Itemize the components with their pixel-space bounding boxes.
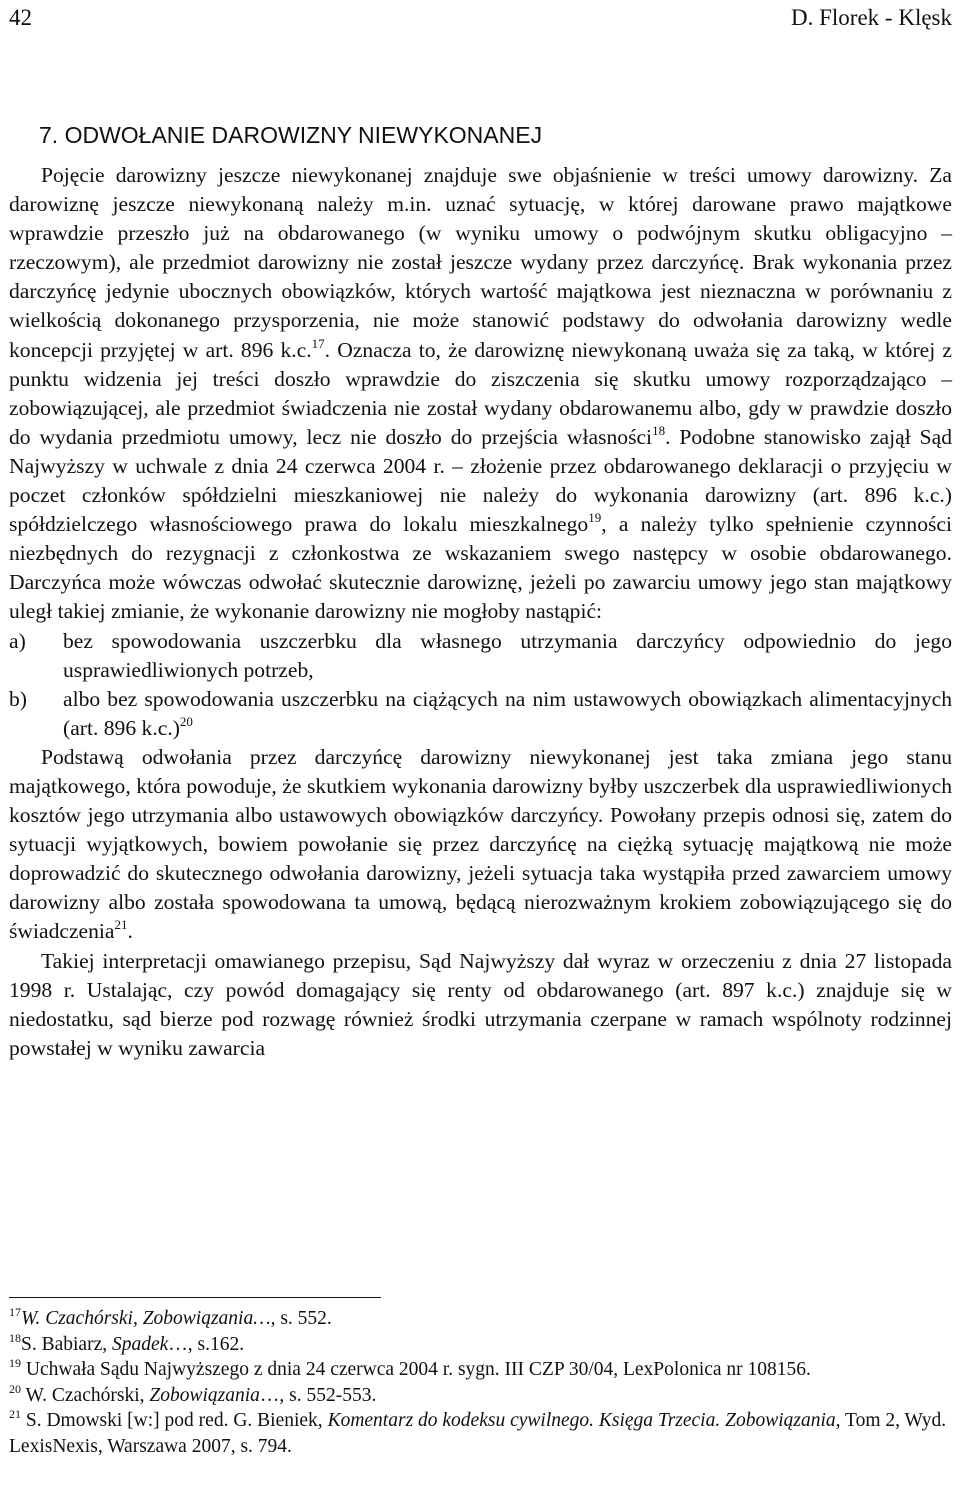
list-item-text: bez spowodowania uszczerbku dla własnego utrzymania darczyńcy odpowiednio do jego usprawiedliwionych potrzeb, (63, 628, 952, 682)
footnote-text: S. Dmowski [w:] pod red. G. Bieniek, (21, 1410, 328, 1431)
paragraph-2 (9, 743, 952, 947)
footnote-ref-20[interactable]: 20 (179, 713, 193, 729)
paragraph-1-part-a: Pojęcie darowizny jeszcze niewykonanej znajduje swe objaśnienie w treści umowy darowizny. Za darowiznę jeszcze niewykonaną należy m.in. uznać sytuację, w której darowane prawo majątkowe wprawdzie przeszło już na obdarowanego (w wyniku umowy o podwójnym skutku obligacyjno – rzeczowym), ale przedmiot darowizny nie został jeszcze wydany przez darczyńcę. Brak wykonania przez darczyńcę jedynie ubocznych obowiązków, których wartość majątkowa jest nieznaczna w porównaniu z wielkością dokonanego przysporzenia, nie może stanowić podstawy do odwołania darowizny wedle koncepcji przyjętej w art. 896 k.c. (9, 163, 952, 362)
page-header (9, 4, 952, 32)
footnote-number: 21 (9, 1407, 21, 1421)
paragraph-1 (9, 161, 952, 627)
footnote-text: Tom 2, Wyd. LexisNexis, Warszawa 2007, s. 794. (9, 1410, 947, 1457)
footnote-italic: Zobowiązania (149, 1384, 260, 1406)
running-title: D. Florek - Klęsk (791, 5, 952, 30)
list-item (9, 627, 952, 685)
footnote-ref-21[interactable]: 21 (114, 917, 128, 933)
footnotes (9, 1306, 952, 1459)
footnote-item (9, 1383, 952, 1409)
footnote-item (9, 1408, 952, 1459)
paragraph-1-part-c: . Podobne stanowisko zajął Sąd Najwyższy w uchwale z dnia 24 czerwca 2004 r. – złożenie przez obdarowanego deklaracji o przyjęciu w poczet członków spółdzielni mieszkaniowej nie należy do wykonania darowizny (art. 896 k.c.) spółdzielczego własnościowego prawa do lokalu mieszkalnego (9, 424, 952, 537)
list-item (9, 685, 952, 743)
footnote-item (9, 1332, 952, 1358)
footnote-ref-17[interactable]: 17 (311, 335, 325, 351)
footnote-text: Uchwała Sądu Najwyższego z dnia 24 czerwca 2004 r. sygn. III CZP 30/04, LexPolonica nr 108156. (21, 1359, 811, 1380)
footnote-text: S. Babiarz, (21, 1333, 112, 1355)
footnote-text: …, s.162. (168, 1333, 245, 1355)
footnote-number: 18 (9, 1330, 21, 1345)
paragraph-3: Takiej interpretacji omawianego przepisu, Sąd Najwyższy dał wyraz w orzeczeniu z dnia 27 listopada 1998 r. Ustalając, czy powód domagający się renty od obdarowanego (art. 897 k.c.) znajduje się w niedostatku, sąd bierze pod rozwagę również środki utrzymania czerpane w ramach wspólnoty rodzinnej powstałej w wyniku zawarcia (9, 948, 952, 1060)
footnote-ref-18[interactable]: 18 (652, 422, 666, 438)
footnote-italic: Komentarz do kodeksu cywilnego. Księga Trzecia. Zobowiązania, (327, 1410, 841, 1431)
footnote-text: s. 552. (275, 1308, 332, 1329)
footnote-divider (9, 1297, 381, 1298)
paragraph-1-part-b: . Oznacza to, że darowiznę niewykonaną uważa się za taką, w której z punktu widzenia jej treści doszło wprawdzie do ziszczenia się skutku umowy rozporządzająco – zobowiązującej, ale przedmiot świadczenia nie został wydany obdarowanemu albo, gdy w prawdzie doszło do wydania przedmiotu umowy, lecz nie doszło do przejścia własności (9, 337, 952, 449)
footnote-text: W. Czachórski, (21, 1384, 150, 1406)
footnote-text: …, s. 552-553. (259, 1384, 377, 1406)
list-marker: b) (9, 686, 27, 711)
footnote-number: 19 (9, 1356, 21, 1370)
footnote-ref-19[interactable]: 19 (588, 510, 602, 526)
paragraph-2-part-a: Podstawą odwołania przez darczyńcę darowizny niewykonanej jest taka zmiana jego stanu majątkowego, która powoduje, że skutkiem wykonania darowizny byłby uszczerbek dla usprawiedliwionych kosztów jego utrzymania albo ustawowych obowiązków darczyńcy. Powołany przepis odnosi się, zatem do sytuacji wyjątkowych, bowiem powołanie się przez darczyńcę na ciężką sytuację majątkową nie może doprowadzić do skutecznego odwołania darowizny, jeżeli sytuacja taka wystąpiła przed zawarciem umowy darowizny albo została spowodowana ta umową, będącą nierozważnym krokiem zobowiązującego się do świadczenia (9, 744, 952, 944)
footnote-item (9, 1306, 952, 1332)
footnote-number: 20 (9, 1381, 21, 1396)
list-marker: a) (9, 628, 26, 653)
footnote-italic: Spadek (111, 1333, 169, 1355)
footnote-number: 17 (9, 1305, 21, 1319)
paragraph-1-part-d: , a należy tylko spełnienie czynności niezbędnych do rezygnacji z członkostwa ze wskazaniem swego następcy w osobie obdarowanego. Darczyńca może wówczas odwołać skutecznie darowiznę, jeżeli po zawarciu umowy jego stan majątkowy uległ takiej zmianie, że wykonanie darowizny nie mogłoby nastąpić: (9, 512, 952, 624)
section-heading: 7. ODWOŁANIE DAROWIZNY NIEWYKONANEJ (39, 122, 543, 148)
paragraph-2-part-b: . (127, 919, 133, 944)
footnote-italic: W. Czachórski, Zobowiązania…, (21, 1308, 276, 1329)
list-item-body: albo bez spowodowania uszczerbku na ciążących na nim ustawowych obowiązkach alimentacyjnych (art. 896 k.c.) (63, 686, 952, 740)
body-text (9, 161, 952, 1063)
page-number: 42 (9, 5, 32, 30)
footnote-item (9, 1357, 952, 1383)
list-item-text (63, 685, 952, 743)
